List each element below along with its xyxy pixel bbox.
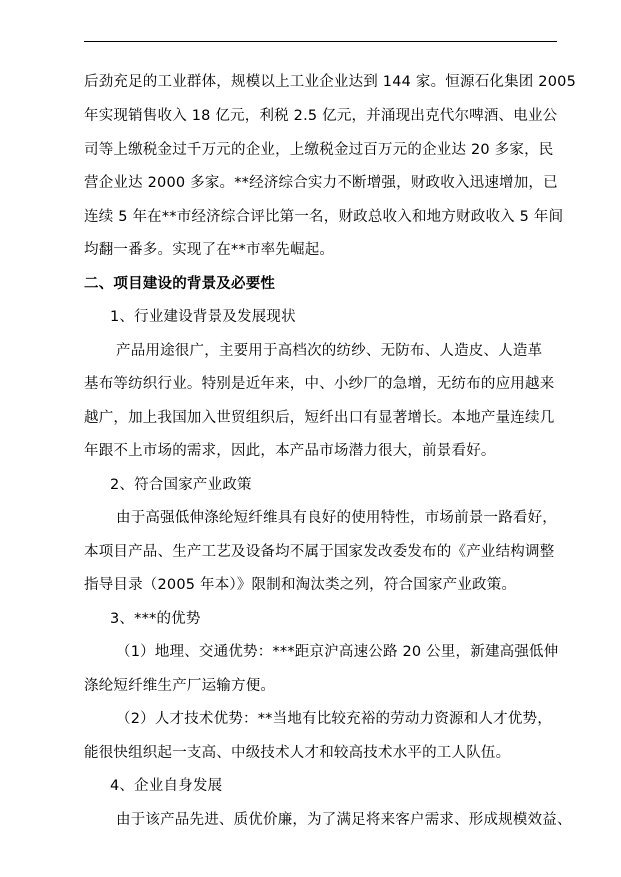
header-rule xyxy=(84,41,557,42)
paragraph-line: 本项目产品、生产工艺及设备均不属于国家发改委发布的《产业结构调整 xyxy=(84,544,555,560)
paragraph-line: 指导目录（2005 年本）》限制和淘汰类之列，符合国家产业政策。 xyxy=(84,577,517,593)
subsection-heading: 1、行业建设背景及发展现状 xyxy=(110,309,296,325)
paragraph-line: 产品用途很广，主要用于高档次的纺纱、无防布、人造皮、人造革 xyxy=(116,343,543,359)
paragraph-line: 能很快组织起一支高、中级技术人才和较高技术水平的工人队伍。 xyxy=(84,745,511,761)
paragraph-line: 司等上缴税金过千万元的企业，上缴税金过百万元的企业达 20 多家，民 xyxy=(84,142,554,158)
paragraph-line: （2）人才技术优势：**当地有比较充裕的劳动力资源和人才优势， xyxy=(116,711,552,727)
section-heading: 二、项目建设的背景及必要性 xyxy=(84,276,276,292)
paragraph-line: 涤纶短纤维生产厂运输方便。 xyxy=(84,678,276,694)
paragraph-line: 均翻一番多。实现了在**市率先崛起。 xyxy=(84,242,335,258)
paragraph-line: 营企业达 2000 多家。**经济综合实力不断增强，财政收入迅速增加，已 xyxy=(84,175,558,191)
paragraph-line: 越广，加上我国加入世贸组织后，短纤出口有显著增长。本地产量连续几 xyxy=(84,410,555,426)
paragraph-line: 由于该产品先进、质优价廉，为了满足将来客户需求、形成规模效益、 xyxy=(116,812,572,828)
paragraph-line: 由于高强低伸涤纶短纤维具有良好的使用特性，市场前景一路看好， xyxy=(116,510,557,526)
paragraph-line: 基布等纺织行业。特别是近年来，中、小纱厂的急增，无纺布的应用越来 xyxy=(84,376,555,392)
paragraph-line: （1）地理、交通优势：***距京沪高速公路 20 公里，新建高强低伸 xyxy=(116,644,559,660)
paragraph-line: 年实现销售收入 18 亿元，利税 2.5 亿元，并涌现出克代尔啤酒、电业公 xyxy=(84,108,558,124)
subsection-heading: 4、企业自身发展 xyxy=(110,778,223,794)
subsection-heading: 2、符合国家产业政策 xyxy=(110,477,252,493)
paragraph-line: 连续 5 年在**市经济综合评比第一名，财政总收入和地方财政收入 5 年间 xyxy=(84,209,564,225)
paragraph-line: 年跟不上市场的需求，因此，本产品市场潜力很大，前景看好。 xyxy=(84,443,496,459)
subsection-heading: 3、***的优势 xyxy=(110,611,201,627)
paragraph-line: 后劲充足的工业群体，规模以上工业企业达到 144 家。恒源石化集团 2005 xyxy=(84,74,577,90)
